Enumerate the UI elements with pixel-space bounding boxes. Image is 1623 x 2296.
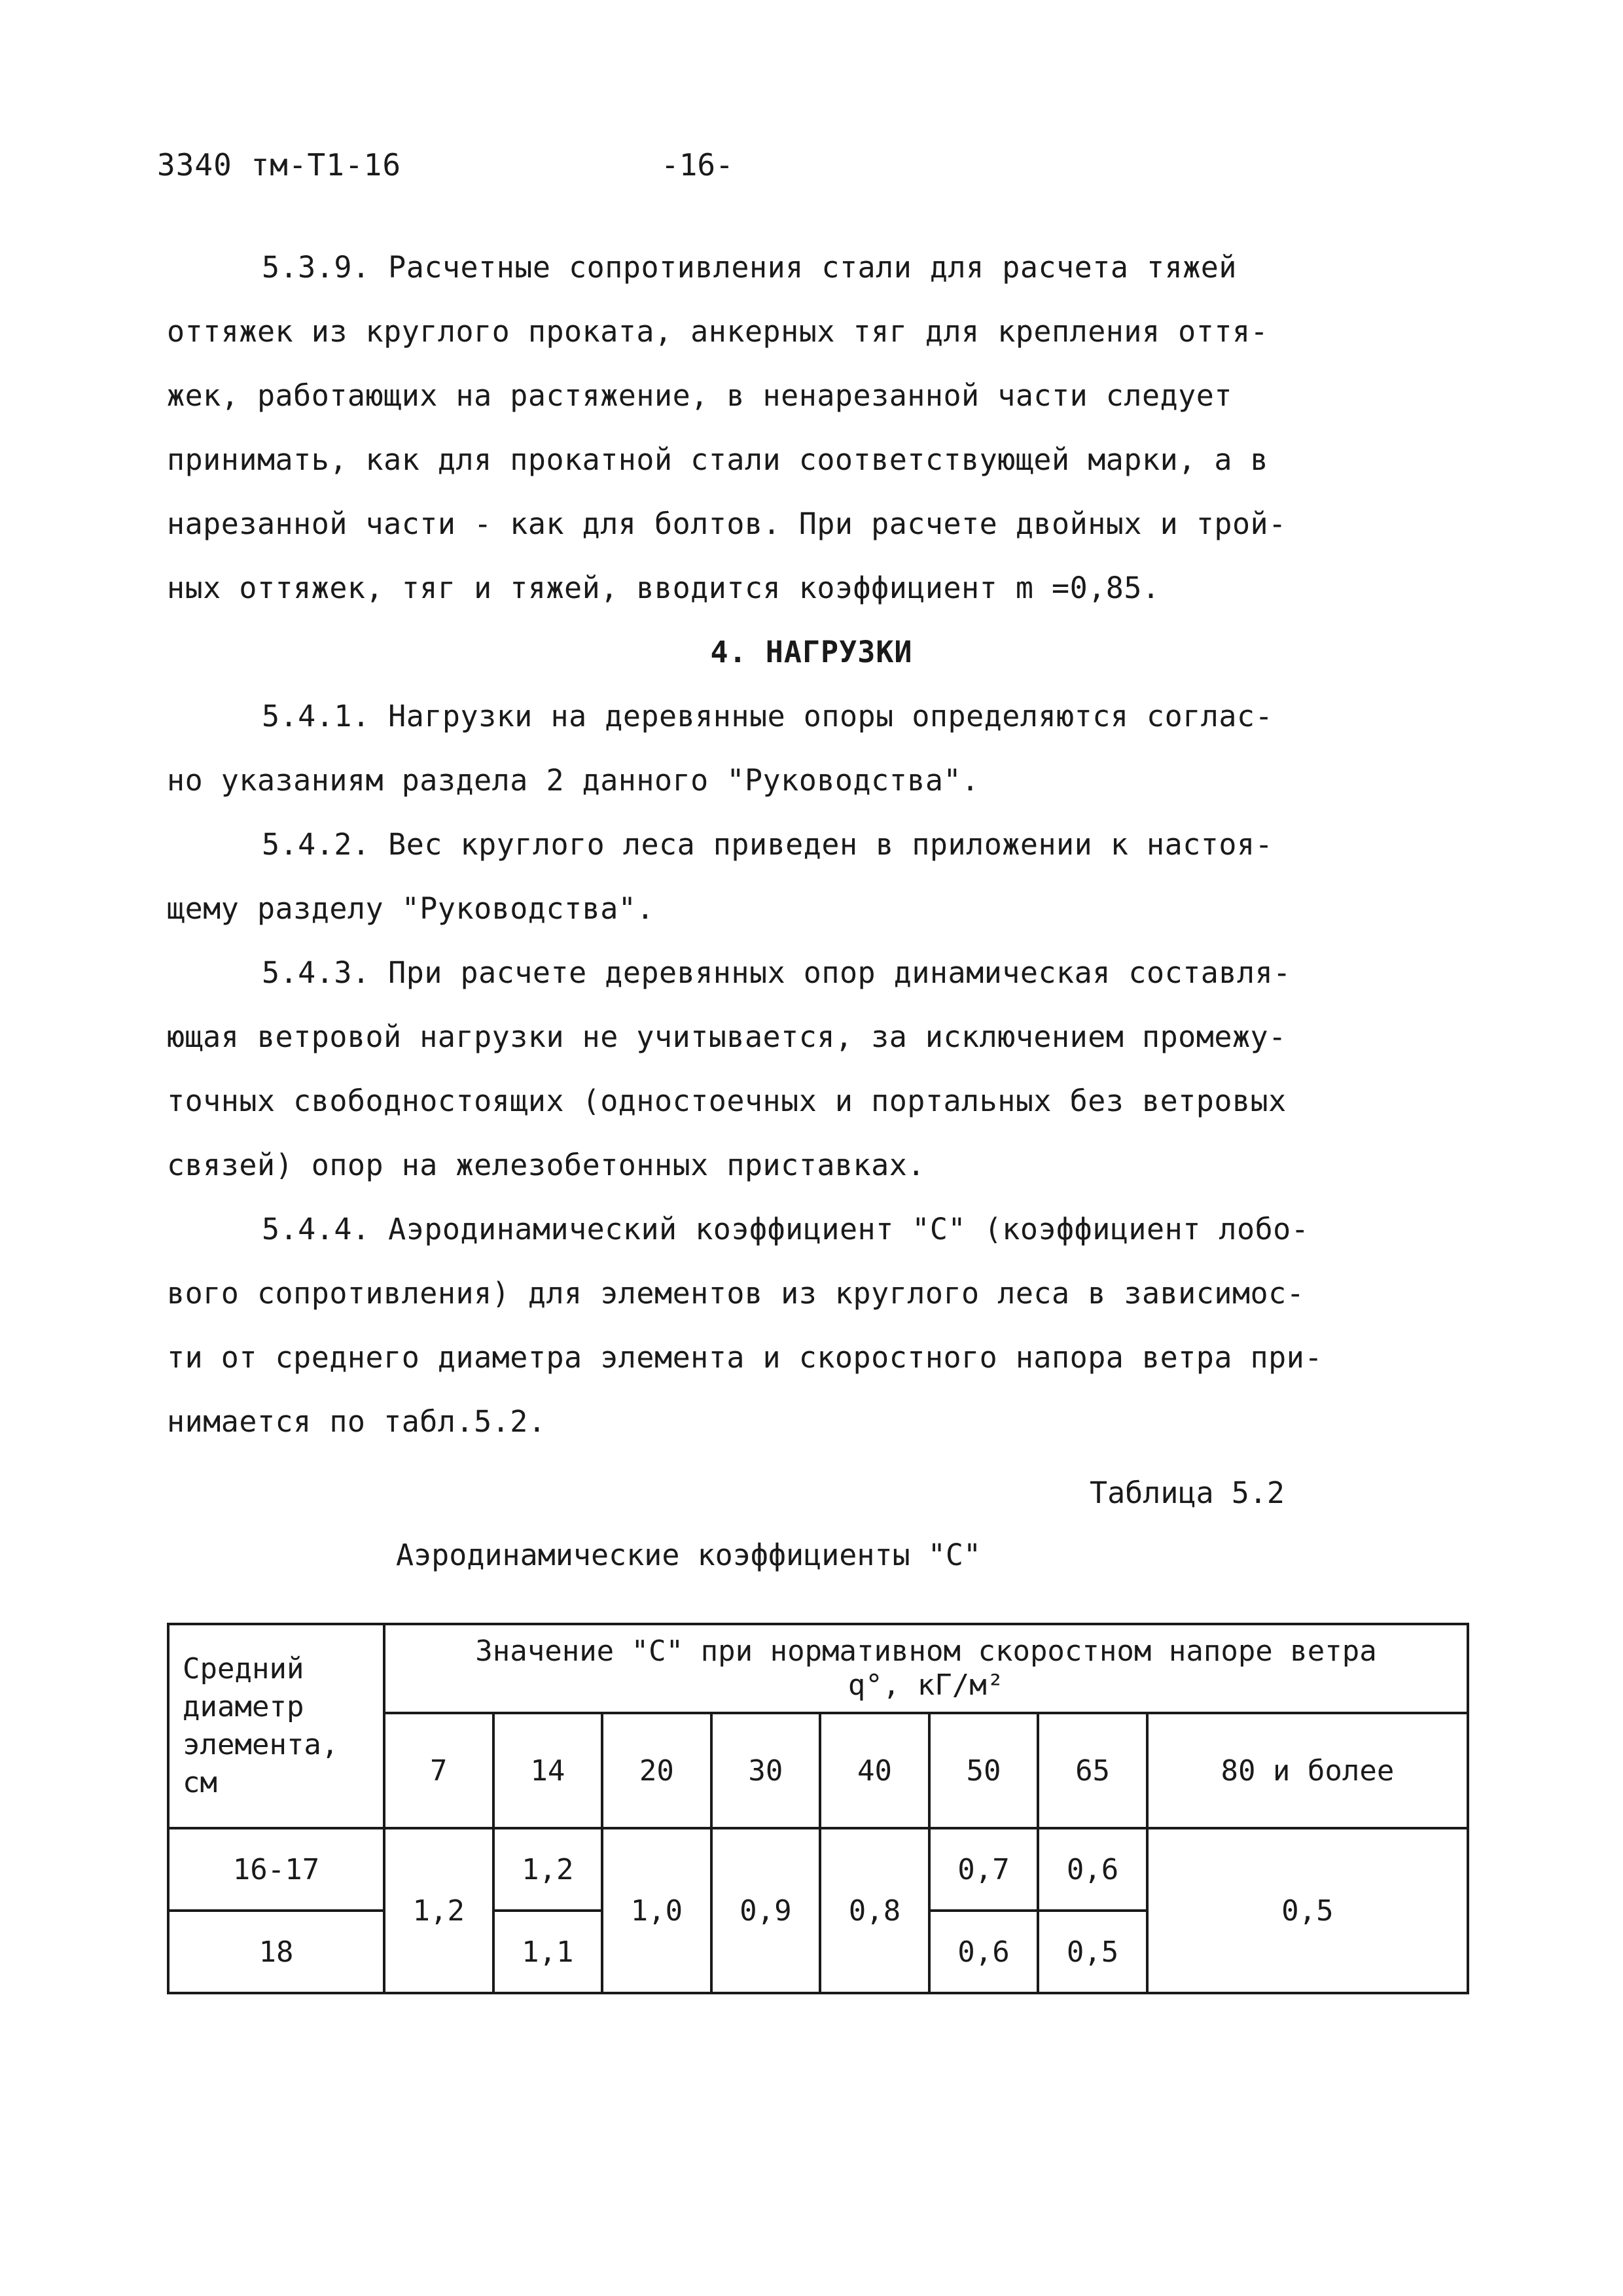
value-cell: 0,6 bbox=[1038, 1828, 1147, 1911]
paragraph-line: вого сопротивления) для элементов из круглого леса в зависимос- bbox=[167, 1276, 1305, 1311]
value-cell: 1,2 bbox=[493, 1828, 603, 1911]
value-cell: 0,9 bbox=[711, 1828, 821, 1993]
paragraph-line: ти от среднего диаметра элемента и скоростного напора ветра при- bbox=[167, 1340, 1323, 1375]
value-cell: 1,0 bbox=[602, 1828, 711, 1993]
paragraph-line: нимается по табл.5.2. bbox=[167, 1404, 546, 1439]
table-row bbox=[168, 1828, 1468, 1911]
table-title: Аэродинамические коэффициенты "С" bbox=[396, 1538, 982, 1572]
pressure-header: 20 bbox=[602, 1713, 711, 1828]
section-heading: 4. НАГРУЗКИ bbox=[710, 635, 913, 669]
pressure-header: 14 bbox=[493, 1713, 603, 1828]
coefficient-table bbox=[167, 1623, 1469, 1994]
pressure-header: 80 и более bbox=[1147, 1713, 1468, 1828]
pressure-header: 7 bbox=[384, 1713, 493, 1828]
value-cell: 1,2 bbox=[384, 1828, 493, 1993]
table-label: Таблица 5.2 bbox=[1090, 1475, 1285, 1510]
paragraph-line: ных оттяжек, тяг и тяжей, вводится коэффициент m =0,85. bbox=[167, 571, 1160, 605]
paragraph-line: точных свободностоящих (одностоечных и портальных без ветровых bbox=[167, 1084, 1287, 1118]
value-cell: 0,8 bbox=[820, 1828, 929, 1993]
paragraph-line: принимать, как для прокатной стали соответствующей марки, а в bbox=[167, 442, 1269, 477]
value-cell: 1,1 bbox=[493, 1911, 603, 1993]
body-text bbox=[167, 236, 1430, 1454]
document-code: 3340 тм-Т1-16 bbox=[157, 147, 402, 183]
value-cell: 0,6 bbox=[929, 1911, 1039, 1993]
group-header-line2: q°, кГ/м² bbox=[847, 1669, 1005, 1702]
value-cell: 0,7 bbox=[929, 1828, 1039, 1911]
paragraph-line: но указаниям раздела 2 данного "Руководства". bbox=[167, 763, 980, 798]
page-number: -16- bbox=[661, 147, 734, 183]
diameter-cell: 16-17 bbox=[168, 1828, 384, 1911]
diameter-cell: 18 bbox=[168, 1911, 384, 1993]
paragraph-line: 5.4.3. При расчете деревянных опор динамическая составля- bbox=[262, 955, 1291, 990]
pressure-header: 65 bbox=[1038, 1713, 1147, 1828]
value-cell: 0,5 bbox=[1038, 1911, 1147, 1993]
paragraph-line: нарезанной части - как для болтов. При расчете двойных и трой- bbox=[167, 506, 1287, 541]
paragraph-line: оттяжек из круглого проката, анкерных тяг для крепления оття- bbox=[167, 314, 1269, 349]
paragraph-line: 5.3.9. Расчетные сопротивления стали для расчета тяжей bbox=[262, 250, 1237, 285]
paragraph-line: щему разделу "Руководства". bbox=[167, 891, 654, 926]
paragraph-line: 5.4.2. Вес круглого леса приведен в приложении к настоя- bbox=[262, 827, 1274, 862]
pressure-header: 40 bbox=[820, 1713, 929, 1828]
column-header-diameter: Средний диаметр элемента, см bbox=[168, 1624, 384, 1828]
paragraph-line: 5.4.4. Аэродинамический коэффициент "С" (коэффициент лобо- bbox=[262, 1212, 1310, 1246]
value-cell: 0,5 bbox=[1147, 1828, 1468, 1993]
paragraph-line: связей) опор на железобетонных приставках. bbox=[167, 1148, 925, 1182]
column-header-group bbox=[384, 1624, 1468, 1713]
paragraph-line: ющая ветровой нагрузки не учитывается, за исключением промежу- bbox=[167, 1019, 1287, 1054]
paragraph-line: жек, работающих на растяжение, в ненарезанной части следует bbox=[167, 378, 1232, 413]
group-header-line1: Значение "С" при нормативном скоростном напоре ветра bbox=[475, 1634, 1377, 1668]
pressure-header: 50 bbox=[929, 1713, 1039, 1828]
paragraph-line: 5.4.1. Нагрузки на деревянные опоры определяются соглас- bbox=[262, 699, 1274, 733]
pressure-header: 30 bbox=[711, 1713, 821, 1828]
